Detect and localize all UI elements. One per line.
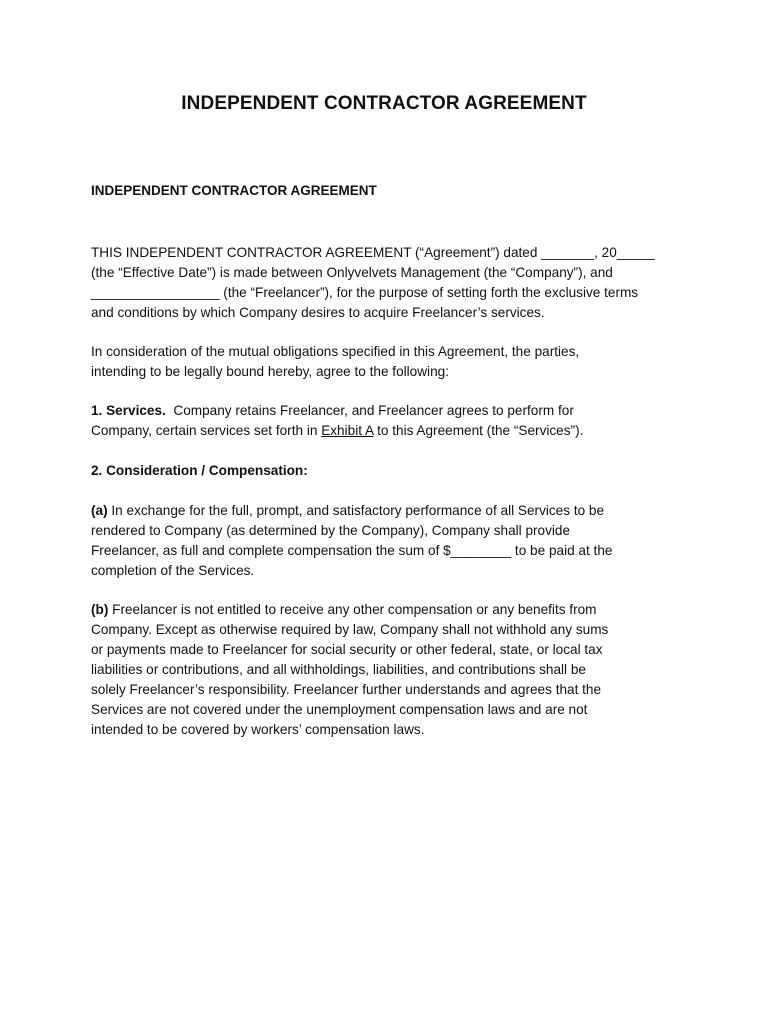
- compensation-clause-a: [91, 501, 701, 581]
- intro-paragraph: [91, 243, 701, 323]
- section-heading: INDEPENDENT CONTRACTOR AGREEMENT: [91, 183, 377, 198]
- clause-b-line: or payments made to Freelancer for social security or other federal, state, or local tax: [91, 642, 603, 657]
- consideration-paragraph: [91, 342, 701, 382]
- services-clause: [91, 401, 701, 441]
- clause-b-text: Freelancer is not entitled to receive any other compensation or any benefits from: [108, 602, 597, 617]
- clause-b-label: (b): [91, 602, 109, 617]
- services-line: [91, 421, 701, 441]
- compensation-heading: 2. Consideration / Compensation:: [91, 463, 308, 478]
- clause-a-line: completion of the Services.: [91, 563, 255, 578]
- intro-line: _________________ (the “Freelancer”), for the purpose of setting forth the exclusive terms: [91, 285, 639, 300]
- services-line: [91, 401, 701, 421]
- consideration-line: In consideration of the mutual obligations specified in this Agreement, the parties,: [91, 344, 580, 359]
- clause-a-line: rendered to Company (as determined by the Company), Company shall provide: [91, 523, 571, 538]
- consideration-line: intending to be legally bound hereby, agree to the following:: [91, 364, 449, 379]
- intro-line: THIS INDEPENDENT CONTRACTOR AGREEMENT (“Agreement”) dated _______, 20_____: [91, 245, 655, 260]
- clause-a-line: Freelancer, as full and complete compensation the sum of $________ to be paid at the: [91, 543, 613, 558]
- document-title: INDEPENDENT CONTRACTOR AGREEMENT: [181, 93, 587, 114]
- services-text: to this Agreement (the “Services”).: [373, 423, 584, 438]
- clause-b-line: [91, 600, 701, 620]
- services-text: Company, certain services set forth in: [91, 423, 322, 438]
- clause-a-text: In exchange for the full, prompt, and satisfactory performance of all Services to be: [107, 503, 605, 518]
- clause-b-line: liabilities or contributions, and all withholdings, liabilities, and contributions shall be: [91, 662, 586, 677]
- services-text: Company retains Freelancer, and Freelancer agrees to perform for: [173, 403, 574, 418]
- intro-line: (the “Effective Date”) is made between Onlyvelvets Management (the “Company”), and: [91, 265, 613, 280]
- clause-b-line: intended to be covered by workers’ compensation laws.: [91, 722, 425, 737]
- intro-line: and conditions by which Company desires to acquire Freelancer’s services.: [91, 305, 545, 320]
- exhibit-a-link[interactable]: Exhibit A: [321, 423, 374, 438]
- clause-a-label: (a): [91, 503, 108, 518]
- compensation-clause-b: [91, 600, 701, 740]
- clause-b-line: solely Freelancer’s responsibility. Freelancer further understands and agrees that the: [91, 682, 602, 697]
- clause-a-line: [91, 501, 701, 521]
- services-label: 1. Services.: [91, 403, 166, 418]
- clause-b-line: Company. Except as otherwise required by law, Company shall not withhold any sums: [91, 622, 609, 637]
- clause-b-line: Services are not covered under the unemployment compensation laws and are not: [91, 702, 588, 717]
